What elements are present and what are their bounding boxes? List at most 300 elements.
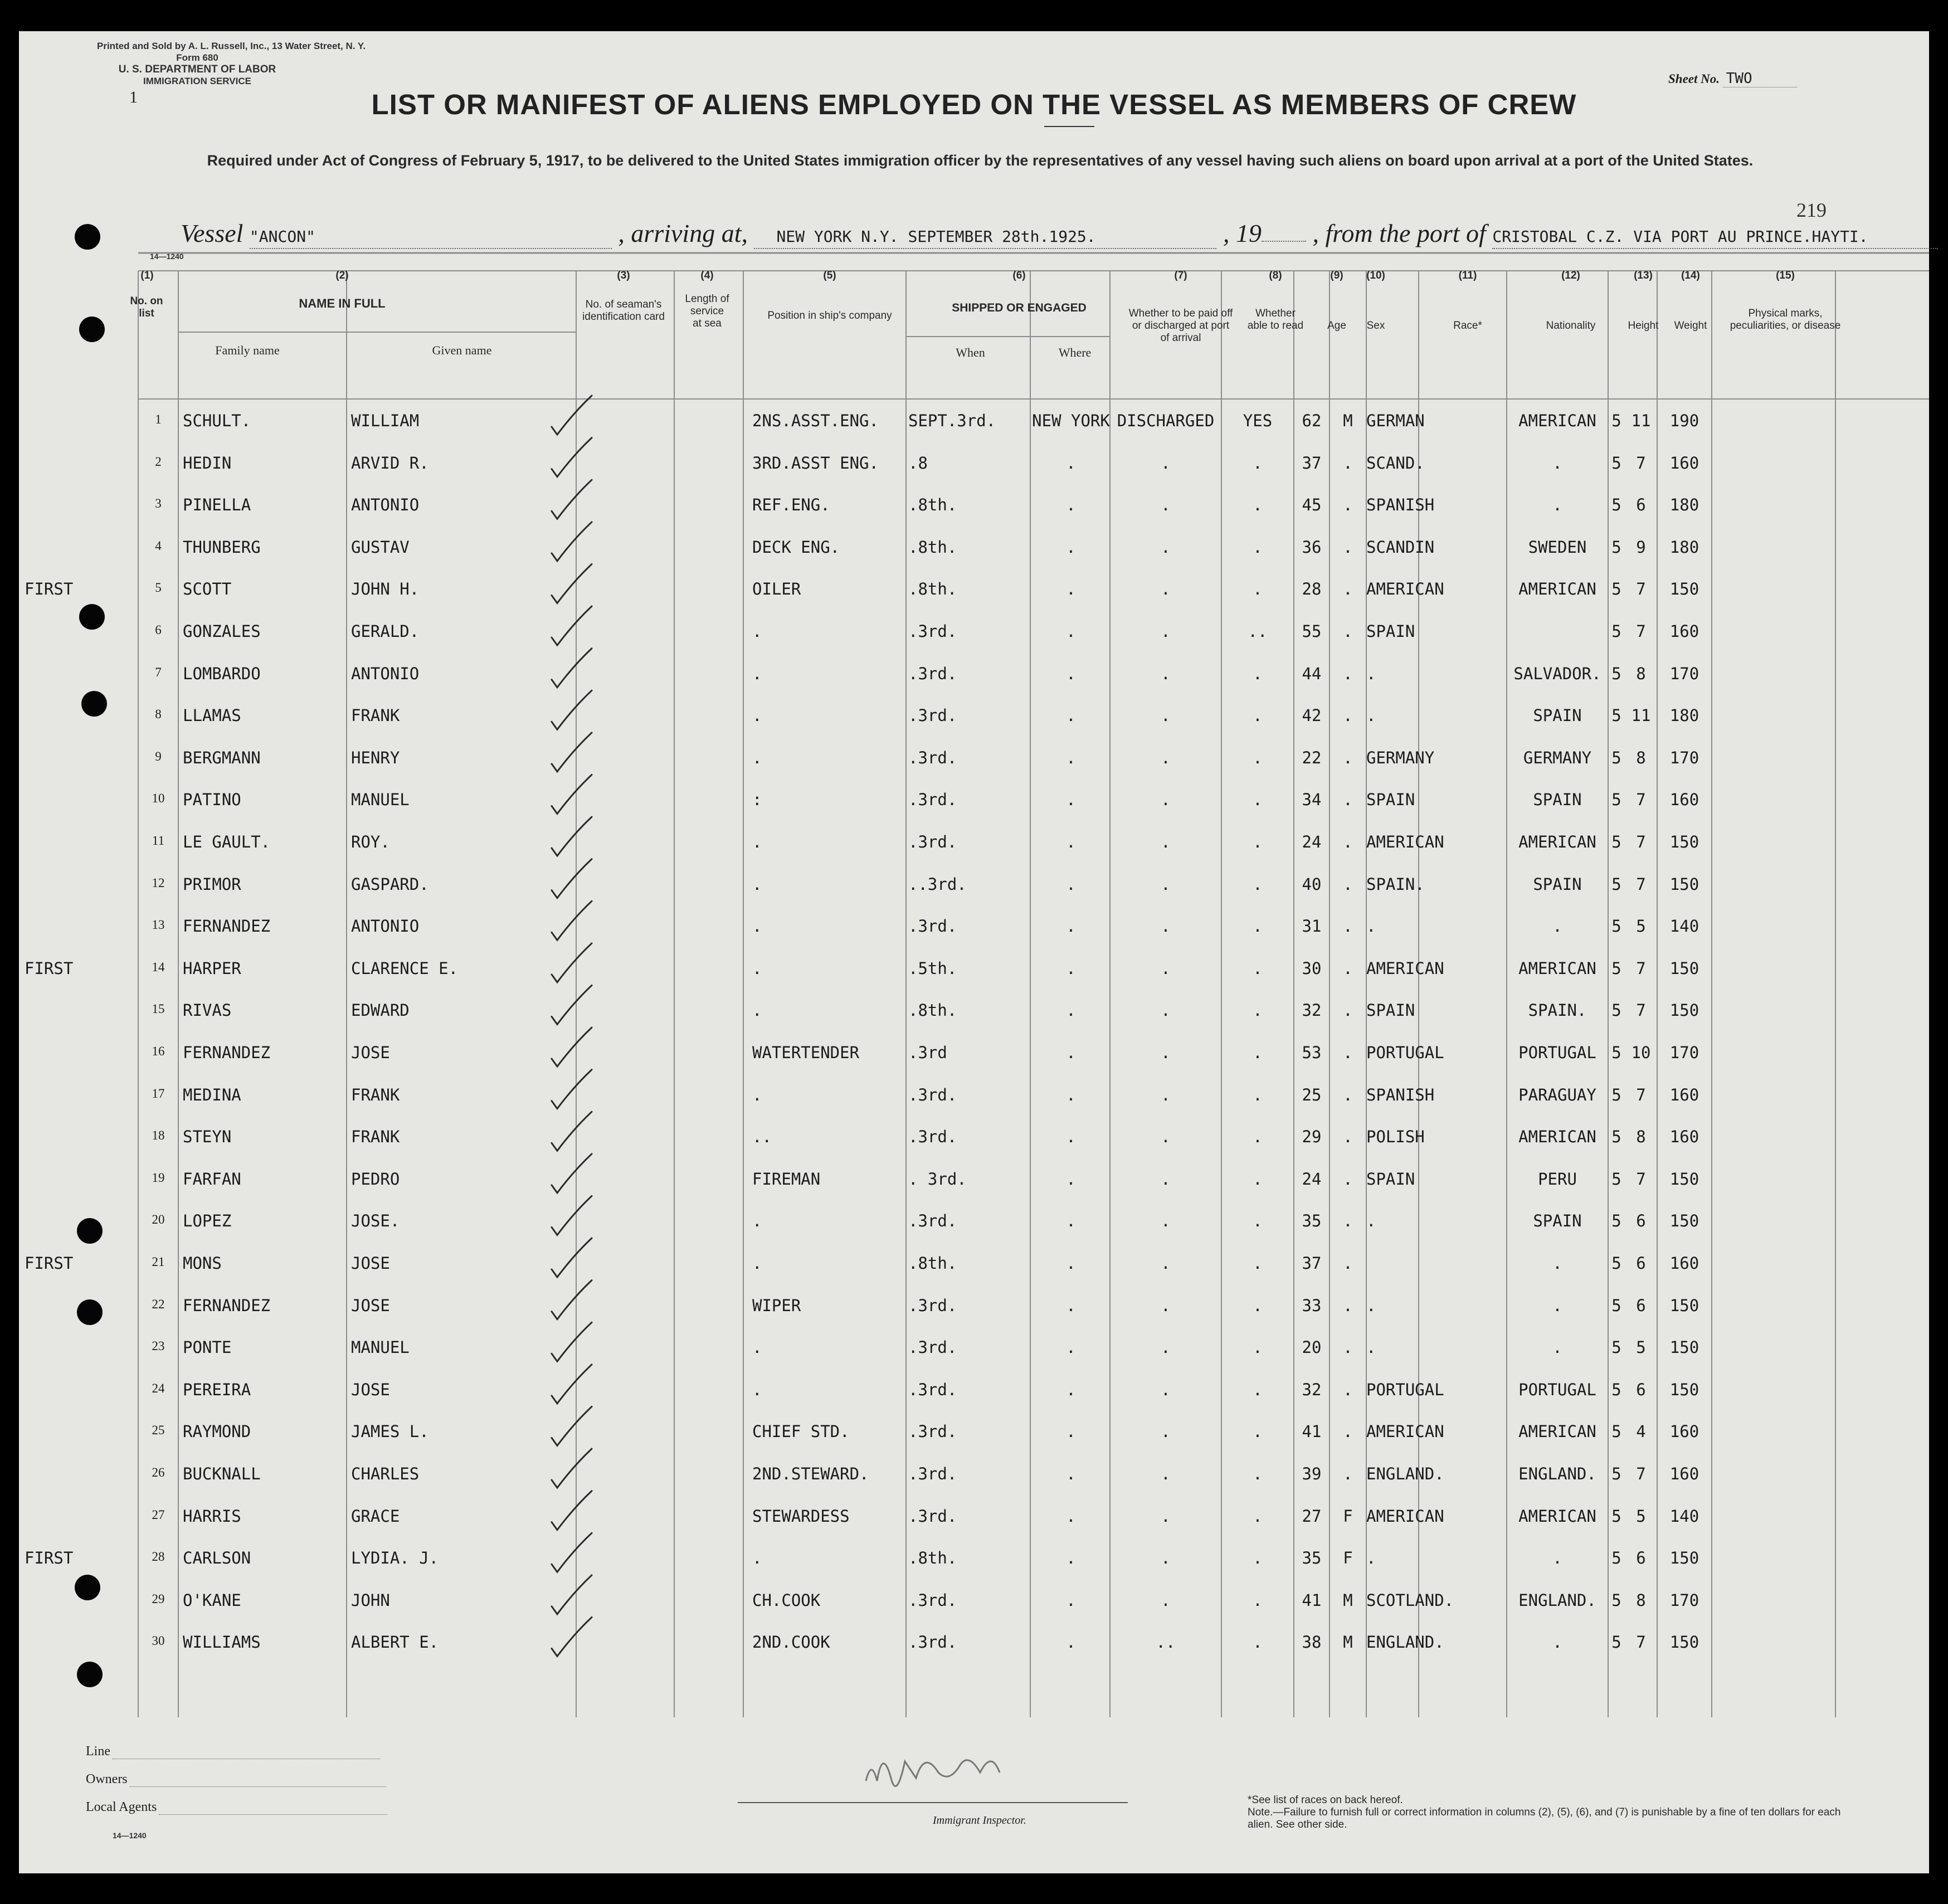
penalty-note: Note.—Failure to furnish full or correct information in columns (2), (5), (6), and (7) is punishable by a fine of ten dollars for each alien. See other side.: [1248, 1806, 1841, 1830]
cell-when: .3rd.: [908, 1380, 957, 1399]
cell-paid: DISCHARGED: [1117, 411, 1215, 430]
form-code-bottom: 14—1240: [113, 1831, 147, 1840]
cell-when: SEPT.3rd.: [908, 411, 996, 430]
cell-paid: .: [1161, 495, 1171, 515]
table-row: [19, 1292, 1929, 1334]
col2-number: (2): [335, 270, 349, 281]
cell-when: .3rd.: [908, 1085, 957, 1104]
cell-where: .: [1066, 1464, 1076, 1483]
cell-family: PEREIRA: [183, 1380, 251, 1399]
col9-header: Age: [1327, 320, 1346, 332]
cell-ft: 5: [1611, 790, 1621, 810]
cell-family: PONTE: [183, 1338, 232, 1357]
year-label: , 19: [1223, 219, 1262, 247]
cell-paid: ..: [1156, 1633, 1176, 1652]
cell-where: .: [1066, 706, 1076, 725]
cell-age: 39: [1302, 1464, 1322, 1483]
vessel-name: "ANCON": [249, 227, 315, 246]
binder-hole: [79, 316, 105, 342]
cell-nationality: .: [1552, 453, 1562, 473]
cell-in: 7: [1636, 1001, 1646, 1020]
cell-read: .: [1253, 453, 1263, 473]
cell-where: .: [1066, 1043, 1076, 1062]
cell-age: 20: [1302, 1338, 1322, 1357]
cell-age: 37: [1302, 453, 1322, 473]
cell-given: MANUEL: [351, 1338, 410, 1357]
cell-nationality: PORTUGAL: [1518, 1043, 1596, 1062]
cell-position: .: [752, 748, 762, 767]
cell-race: SPAIN: [1366, 1001, 1415, 1020]
cell-position: .: [752, 1211, 762, 1231]
cell-when: .3rd.: [908, 1127, 957, 1147]
table-row: [19, 744, 1929, 786]
cell-where: .: [1066, 580, 1076, 599]
form-code-top: 14—1240: [150, 252, 184, 261]
arrival-port-date: NEW YORK N.Y. SEPTEMBER 28th.1925.: [776, 227, 1096, 246]
cell-read: .: [1253, 1127, 1263, 1147]
cell-nationality: SPAIN.: [1528, 1001, 1587, 1020]
cell-nationality: PORTUGAL: [1518, 1380, 1596, 1399]
cell-age: 24: [1302, 832, 1322, 851]
cell-in: 4: [1636, 1422, 1646, 1442]
cell-no: 10: [152, 791, 165, 806]
cell-weight: 170: [1669, 1043, 1699, 1062]
cell-read: .: [1253, 537, 1263, 557]
inspector-signature-line: [738, 1802, 1128, 1803]
col8-number: (8): [1269, 270, 1282, 281]
cell-read: .: [1253, 1043, 1263, 1062]
cell-ft: 5: [1611, 832, 1621, 851]
cell-position: .: [752, 706, 762, 725]
cell-race: SCAND.: [1366, 453, 1425, 473]
cell-when: ..3rd.: [908, 874, 967, 894]
cell-paid: .: [1161, 1380, 1171, 1399]
col6-number: (6): [1012, 270, 1026, 281]
table-row: [19, 870, 1929, 913]
cell-given: JOSE: [351, 1380, 390, 1399]
cell-read: .: [1253, 664, 1263, 683]
manifest-sheet: [19, 31, 1929, 1873]
cell-no: 15: [152, 1002, 165, 1016]
cell-where: .: [1066, 1085, 1076, 1104]
cell-in: 7: [1636, 622, 1646, 641]
cell-sex: .: [1343, 1169, 1353, 1189]
cell-paid: .: [1161, 1127, 1171, 1147]
col11-number: (11): [1458, 270, 1477, 281]
cell-race: PORTUGAL: [1366, 1380, 1444, 1399]
cell-where: .: [1066, 622, 1076, 641]
cell-where: .: [1066, 1506, 1076, 1526]
cell-race: ENGLAND.: [1366, 1633, 1444, 1652]
arriving-label: , arriving at,: [618, 219, 748, 247]
cell-when: .3rd.: [908, 1422, 957, 1442]
cell-ft: 5: [1611, 1169, 1621, 1189]
margin-note: FIRST: [25, 580, 74, 599]
cell-when: .8th.: [908, 1254, 957, 1273]
cell-given: GUSTAV: [351, 537, 410, 557]
cell-in: 10: [1631, 1043, 1651, 1062]
cell-where: .: [1066, 664, 1076, 683]
cell-given: ROY.: [351, 832, 390, 851]
cell-when: .3rd.: [908, 622, 957, 641]
cell-in: 5: [1636, 1338, 1646, 1357]
cell-family: PRIMOR: [183, 874, 241, 894]
binder-hole: [75, 1575, 100, 1600]
table-row: [19, 660, 1929, 702]
cell-nationality: .: [1552, 1296, 1562, 1315]
cell-in: 11: [1631, 706, 1651, 725]
table-row: [19, 786, 1929, 828]
table-row: [19, 1249, 1929, 1292]
cell-no: 29: [152, 1591, 165, 1606]
cell-where: .: [1066, 495, 1076, 515]
cell-sex: .: [1343, 580, 1353, 599]
cell-family: THUNBERG: [183, 537, 261, 557]
cell-sex: .: [1343, 832, 1353, 851]
cell-sex: F: [1343, 1548, 1353, 1568]
cell-read: .: [1253, 1464, 1263, 1483]
cell-family: HARPER: [183, 958, 241, 978]
cell-position: .: [752, 832, 762, 851]
cell-weight: 160: [1669, 622, 1699, 641]
cell-nationality: AMERICAN: [1518, 832, 1596, 851]
cell-when: .3rd.: [908, 664, 957, 683]
cell-weight: 190: [1669, 411, 1699, 430]
cell-family: LE GAULT.: [183, 832, 271, 851]
cell-no: 19: [152, 1170, 165, 1185]
cell-paid: .: [1161, 706, 1171, 725]
cell-ft: 5: [1611, 874, 1621, 894]
cell-read: .: [1253, 1422, 1263, 1442]
cell-paid: .: [1161, 790, 1171, 810]
cell-age: 27: [1302, 1506, 1322, 1526]
cell-nationality: AMERICAN: [1518, 580, 1596, 599]
cell-when: .3rd.: [908, 917, 957, 936]
cell-paid: .: [1161, 537, 1171, 557]
cell-sex: .: [1343, 790, 1353, 810]
cell-when: .8th.: [908, 1001, 957, 1020]
cell-read: .: [1253, 1548, 1263, 1568]
table-row: [19, 1207, 1929, 1249]
cell-age: 33: [1302, 1296, 1322, 1315]
col12-number: (12): [1561, 270, 1580, 281]
cell-ft: 5: [1611, 1338, 1621, 1357]
table-row: [19, 912, 1929, 955]
table-row: [19, 407, 1929, 449]
cell-weight: 160: [1669, 1085, 1699, 1104]
col9-number: (9): [1330, 270, 1343, 281]
col14-header: Weight: [1674, 320, 1707, 332]
cell-when: .3rd.: [908, 1464, 957, 1483]
cell-when: .3rd.: [908, 1506, 957, 1526]
cell-given: JOHN: [351, 1590, 390, 1610]
cell-race: AMERICAN: [1366, 832, 1444, 851]
cell-position: WATERTENDER: [752, 1043, 860, 1062]
cell-position: .: [752, 1001, 762, 1020]
cell-race: AMERICAN: [1366, 1422, 1444, 1442]
col7-header: Whether to be paid off or discharged at port of arrival: [1128, 308, 1233, 344]
cell-weight: 180: [1669, 706, 1699, 725]
cell-in: 6: [1636, 495, 1646, 515]
cell-nationality: SALVADOR.: [1513, 664, 1601, 683]
cell-in: 7: [1636, 1633, 1646, 1652]
cell-age: 36: [1302, 537, 1322, 557]
cell-age: 62: [1302, 411, 1322, 430]
cell-sex: M: [1343, 1633, 1353, 1652]
cell-no: 23: [152, 1339, 165, 1353]
cell-in: 7: [1636, 790, 1646, 810]
cell-no: 24: [152, 1381, 165, 1395]
cell-read: .: [1253, 917, 1263, 936]
cell-position: :: [752, 790, 762, 810]
cell-when: .3rd.: [908, 790, 957, 810]
cell-weight: 160: [1669, 1422, 1699, 1442]
cell-paid: .: [1161, 874, 1171, 894]
cell-paid: .: [1161, 1169, 1171, 1189]
cell-weight: 160: [1669, 1464, 1699, 1483]
cell-sex: .: [1343, 1296, 1353, 1315]
cell-given: HENRY: [351, 748, 400, 767]
cell-ft: 5: [1611, 1296, 1621, 1315]
cell-paid: .: [1161, 1001, 1171, 1020]
printer-line: Printed and Sold by A. L. Russell, Inc., 13 Water Street, N. Y.: [97, 41, 366, 51]
cell-position: .: [752, 874, 762, 894]
col5-number: (5): [823, 270, 836, 281]
cell-race: SPAIN: [1366, 790, 1415, 810]
cell-family: GONZALES: [183, 622, 261, 641]
line-label: Line: [86, 1744, 110, 1759]
cell-weight: 180: [1669, 537, 1699, 557]
cell-read: .: [1253, 1590, 1263, 1610]
cell-read: .: [1253, 1211, 1263, 1231]
cell-race: AMERICAN: [1366, 580, 1444, 599]
inspector-label: Immigrant Inspector.: [933, 1814, 1026, 1827]
cell-sex: .: [1343, 1464, 1353, 1483]
cell-position: STEWARDESS: [752, 1506, 850, 1526]
cell-age: 44: [1302, 664, 1322, 683]
cell-position: .: [752, 917, 762, 936]
cell-no: 22: [152, 1297, 165, 1311]
cell-when: .3rd.: [908, 1590, 957, 1610]
cell-race: .: [1366, 1211, 1376, 1231]
cell-in: 5: [1636, 917, 1646, 936]
cell-sex: .: [1343, 706, 1353, 725]
table-row: [19, 828, 1929, 870]
cell-where: .: [1066, 1254, 1076, 1273]
margin-note: FIRST: [25, 1548, 74, 1568]
cell-nationality: SWEDEN: [1528, 537, 1587, 557]
col6-header: SHIPPED OR ENGAGED: [952, 301, 1087, 314]
cell-ft: 5: [1611, 1464, 1621, 1483]
cell-no: 30: [152, 1634, 165, 1648]
cell-in: 5: [1636, 1506, 1646, 1526]
cell-age: 28: [1302, 580, 1322, 599]
cell-in: 8: [1636, 664, 1646, 683]
col14-number: (14): [1681, 270, 1700, 281]
cell-given: ANTONIO: [351, 917, 420, 936]
cell-paid: .: [1161, 958, 1171, 978]
cell-position: 2ND.COOK: [752, 1633, 830, 1652]
cell-no: 26: [152, 1465, 165, 1479]
cell-when: .3rd.: [908, 832, 957, 851]
cell-given: FRANK: [351, 1085, 400, 1104]
table-row: [19, 702, 1929, 744]
cell-sex: .: [1343, 1127, 1353, 1147]
cell-read: .: [1253, 1380, 1263, 1399]
cell-family: CARLSON: [183, 1548, 251, 1568]
cell-read: .: [1253, 1169, 1263, 1189]
cell-age: 45: [1302, 495, 1322, 515]
table-row: [19, 1165, 1929, 1207]
cell-weight: 150: [1669, 1338, 1699, 1357]
cell-paid: .: [1161, 1422, 1171, 1442]
cell-read: .: [1253, 1254, 1263, 1273]
cell-weight: 150: [1669, 1548, 1699, 1568]
cell-sex: .: [1343, 664, 1353, 683]
cell-family: FERNANDEZ: [183, 1296, 271, 1315]
cell-sex: .: [1343, 453, 1353, 473]
cell-read: YES: [1243, 411, 1273, 430]
cell-paid: .: [1161, 1506, 1171, 1526]
cell-no: 27: [152, 1507, 165, 1522]
owners-label: Owners: [86, 1772, 128, 1786]
cell-race: .: [1366, 664, 1376, 683]
footer-line-field: [86, 1744, 380, 1759]
cell-weight: 170: [1669, 748, 1699, 767]
cell-given: EDWARD: [351, 1001, 410, 1020]
col2b-header: Given name: [432, 343, 492, 357]
cell-sex: M: [1343, 1590, 1353, 1610]
cell-nationality: SPAIN: [1533, 874, 1582, 894]
cell-position: .: [752, 958, 762, 978]
cell-age: 25: [1302, 1085, 1322, 1104]
cell-sex: F: [1343, 1506, 1353, 1526]
cell-family: SCHULT.: [183, 411, 251, 430]
col1-header: No. on list: [130, 295, 163, 319]
cell-family: LOMBARDO: [183, 664, 261, 683]
cell-in: 11: [1631, 411, 1651, 430]
cell-family: PINELLA: [183, 495, 251, 515]
cell-where: .: [1066, 1380, 1076, 1399]
cell-nationality: .: [1552, 1338, 1562, 1357]
cell-where: .: [1066, 1001, 1076, 1020]
cell-nationality: ENGLAND.: [1518, 1464, 1596, 1483]
cell-weight: 150: [1669, 1211, 1699, 1231]
cell-in: 6: [1636, 1380, 1646, 1399]
table-row: [19, 955, 1929, 997]
page-title: LIST OR MANIFEST OF ALIENS EMPLOYED ON THE VESSEL AS MEMBERS OF CREW: [371, 89, 1577, 120]
cell-age: 29: [1302, 1127, 1322, 1147]
cell-ft: 5: [1611, 453, 1621, 473]
cell-family: FARFAN: [183, 1169, 241, 1189]
cell-read: .: [1253, 1506, 1263, 1526]
cell-position: .: [752, 1548, 762, 1568]
cell-given: FRANK: [351, 1127, 400, 1147]
cell-where: .: [1066, 958, 1076, 978]
cell-nationality: PERU: [1538, 1169, 1577, 1189]
cell-given: JOSE: [351, 1043, 390, 1062]
table-row: [19, 533, 1929, 576]
cell-in: 6: [1636, 1254, 1646, 1273]
cell-paid: .: [1161, 1296, 1171, 1315]
cell-where: .: [1066, 790, 1076, 810]
cell-position: DECK ENG.: [752, 537, 840, 557]
cell-where: .: [1066, 453, 1076, 473]
cell-when: .3rd: [908, 1043, 947, 1062]
cell-in: 6: [1636, 1548, 1646, 1568]
cell-paid: .: [1161, 832, 1171, 851]
cell-position: FIREMAN: [752, 1169, 821, 1189]
cell-age: 41: [1302, 1590, 1322, 1610]
cell-given: ANTONIO: [351, 664, 420, 683]
cell-in: 7: [1636, 580, 1646, 599]
cell-given: JOHN H.: [351, 580, 420, 599]
department-name: U. S. DEPARTMENT OF LABOR: [118, 64, 276, 75]
cell-family: LLAMAS: [183, 706, 241, 725]
cell-race: SPAIN: [1366, 622, 1415, 641]
cell-position: 2NS.ASST.ENG.: [752, 411, 879, 430]
cell-ft: 5: [1611, 748, 1621, 767]
col5-header: Position in ship's company: [767, 310, 892, 322]
cell-age: 22: [1302, 748, 1322, 767]
table-row: [19, 1418, 1929, 1460]
col13-header: Height: [1628, 320, 1659, 332]
cell-position: ..: [752, 1127, 772, 1147]
cell-race: GERMAN: [1366, 411, 1425, 430]
agents-label: Local Agents: [86, 1800, 157, 1814]
cell-nationality: AMERICAN: [1518, 1127, 1596, 1147]
table-row: [19, 1502, 1929, 1545]
cell-ft: 5: [1611, 1590, 1621, 1610]
cell-read: .: [1253, 495, 1263, 515]
cell-where: NEW YORK: [1032, 411, 1110, 430]
cell-weight: 150: [1669, 832, 1699, 851]
col10-header: Sex: [1366, 320, 1385, 332]
col4-header: Length of service at sea: [685, 293, 729, 329]
cell-no: 1: [155, 412, 162, 426]
cell-paid: .: [1161, 1085, 1171, 1104]
sheet-stamp-number: 219: [1796, 199, 1827, 221]
cell-given: LYDIA. J.: [351, 1548, 439, 1568]
cell-given: JOSE.: [351, 1211, 400, 1231]
cell-ft: 5: [1611, 706, 1621, 725]
col2a-header: Family name: [215, 343, 280, 357]
table-row: [19, 1376, 1929, 1418]
col1-number: (1): [140, 270, 154, 281]
cell-paid: .: [1161, 1254, 1171, 1273]
cell-in: 8: [1636, 1590, 1646, 1610]
cell-where: .: [1066, 1169, 1076, 1189]
cell-ft: 5: [1611, 495, 1621, 515]
cell-race: .: [1366, 706, 1376, 725]
cell-family: SCOTT: [183, 580, 232, 599]
cell-ft: 5: [1611, 1422, 1621, 1442]
cell-where: .: [1066, 1548, 1076, 1568]
cell-family: MEDINA: [183, 1085, 241, 1104]
cell-read: .: [1253, 1085, 1263, 1104]
cell-sex: .: [1343, 1211, 1353, 1231]
cell-paid: .: [1161, 1464, 1171, 1483]
col8-header: Whether able to read: [1247, 308, 1304, 332]
cell-race: SPANISH: [1366, 495, 1435, 515]
cell-paid: .: [1161, 664, 1171, 683]
binder-hole: [77, 1299, 103, 1325]
cell-nationality: AMERICAN: [1518, 1506, 1596, 1526]
cell-ft: 5: [1611, 580, 1621, 599]
cell-given: GASPARD.: [351, 874, 429, 894]
cell-race: AMERICAN: [1366, 958, 1444, 978]
cell-nationality: AMERICAN: [1518, 1422, 1596, 1442]
